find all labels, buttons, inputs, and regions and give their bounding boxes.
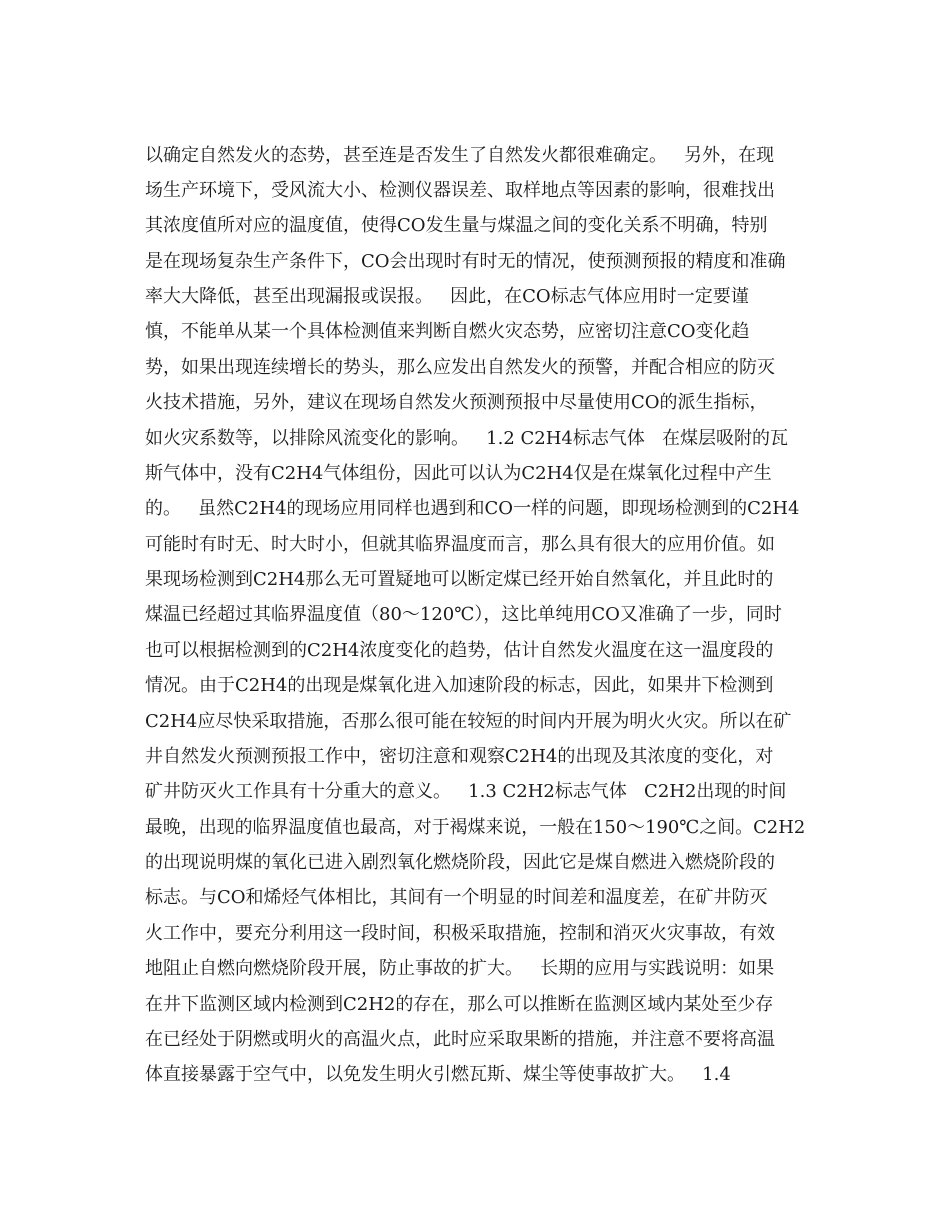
text-line: 率大大降低，甚至出现漏报或误报。 因此，在CO标志气体应用时一定要谨 [145,286,749,307]
text-line: 最晚，出现的临界温度值也最高，对于褐煤来说，一般在150～190℃之间。C2H2 [145,817,806,838]
text-line: C2H4应尽快采取措施，否那么很可能在较短的时间内开展为明火火灾。所以在矿 [145,711,792,732]
text-line: 在已经处于阴燃或明火的高温火点，此时应采取果断的措施，并注意不要将高温 [145,1029,775,1050]
text-line: 势，如果出现连续增长的势头，那么应发出自然发火的预警，并配合相应的防灭 [145,357,775,378]
text-line: 在井下监测区域内检测到C2H2的存在，那么可以推断在监测区域内某处至少存 [145,994,774,1015]
text-line: 矿井防灭火工作具有十分重大的意义。 1.3 C2H2标志气体 C2H2出现的时间 [145,781,787,802]
text-line: 地阻止自燃向燃烧阶段开展，防止事故的扩大。 长期的应用与实践说明：如果 [145,958,775,979]
text-line: 斯气体中，没有C2H4气体组份，因此可以认为C2H4仅是在煤氧化过程中产生 [145,463,772,484]
text-line: 可能时有时无、时大时小，但就其临界温度而言，那么具有很大的应用价值。如 [145,534,775,555]
text-line: 慎，不能单从某一个具体检测值来判断自燃火灾态势，应密切注意CO变化趋 [145,321,750,342]
text-line: 井自然发火预测预报工作中，密切注意和观察C2H4的出现及其浓度的变化，对 [145,746,774,767]
text-line: 火工作中，要充分利用这一段时间，积极采取措施，控制和消灭火灾事故，有效 [145,923,775,944]
text-line: 以确定自然发火的态势，甚至连是否发生了自然发火都很难确定。 另外，在现 [145,145,775,166]
text-line: 也可以根据检测到的C2H4浓度变化的趋势，估计自然发火温度在这一温度段的 [145,640,774,661]
text-line: 场生产环境下，受风流大小、检测仪器误差、取样地点等因素的影响，很难找出 [145,180,775,201]
text-line: 果现场检测到C2H4那么无可置疑地可以断定煤已经开始自然氧化，并且此时的 [145,569,774,590]
text-line: 如火灾系数等，以排除风流变化的影响。 1.2 C2H4标志气体 在煤层吸附的瓦 [145,428,789,449]
text-line: 的。 虽然C2H4的现场应用同样也遇到和CO一样的问题，即现场检测到的C2H4 [145,498,800,519]
text-line: 煤温已经超过其临界温度值（80～120℃），这比单纯用CO又准确了一步，同时 [145,604,782,625]
text-line: 标志。与CO和烯烃气体相比，其间有一个明显的时间差和温度差，在矿井防灭 [145,887,768,908]
text-line: 体直接暴露于空气中，以免发生明火引燃瓦斯、煤尘等使事故扩大。 1.4 [145,1064,731,1085]
text-line: 其浓度值所对应的温度值，使得CO发生量与煤温之间的变化关系不明确，特别 [145,215,768,236]
text-line: 是在现场复杂生产条件下，CO会出现时有时无的情况，使预测预报的精度和准确 [145,251,786,272]
text-line: 的出现说明煤的氧化已进入剧烈氧化燃烧阶段，因此它是煤自燃进入燃烧阶段的 [145,852,775,873]
text-line: 火技术措施，另外，建议在现场自然发火预测预报中尽量使用CO的派生指标， [145,392,768,413]
text-line: 情况。由于C2H4的出现是煤氧化进入加速阶段的标志，因此，如果井下检测到 [145,675,774,696]
